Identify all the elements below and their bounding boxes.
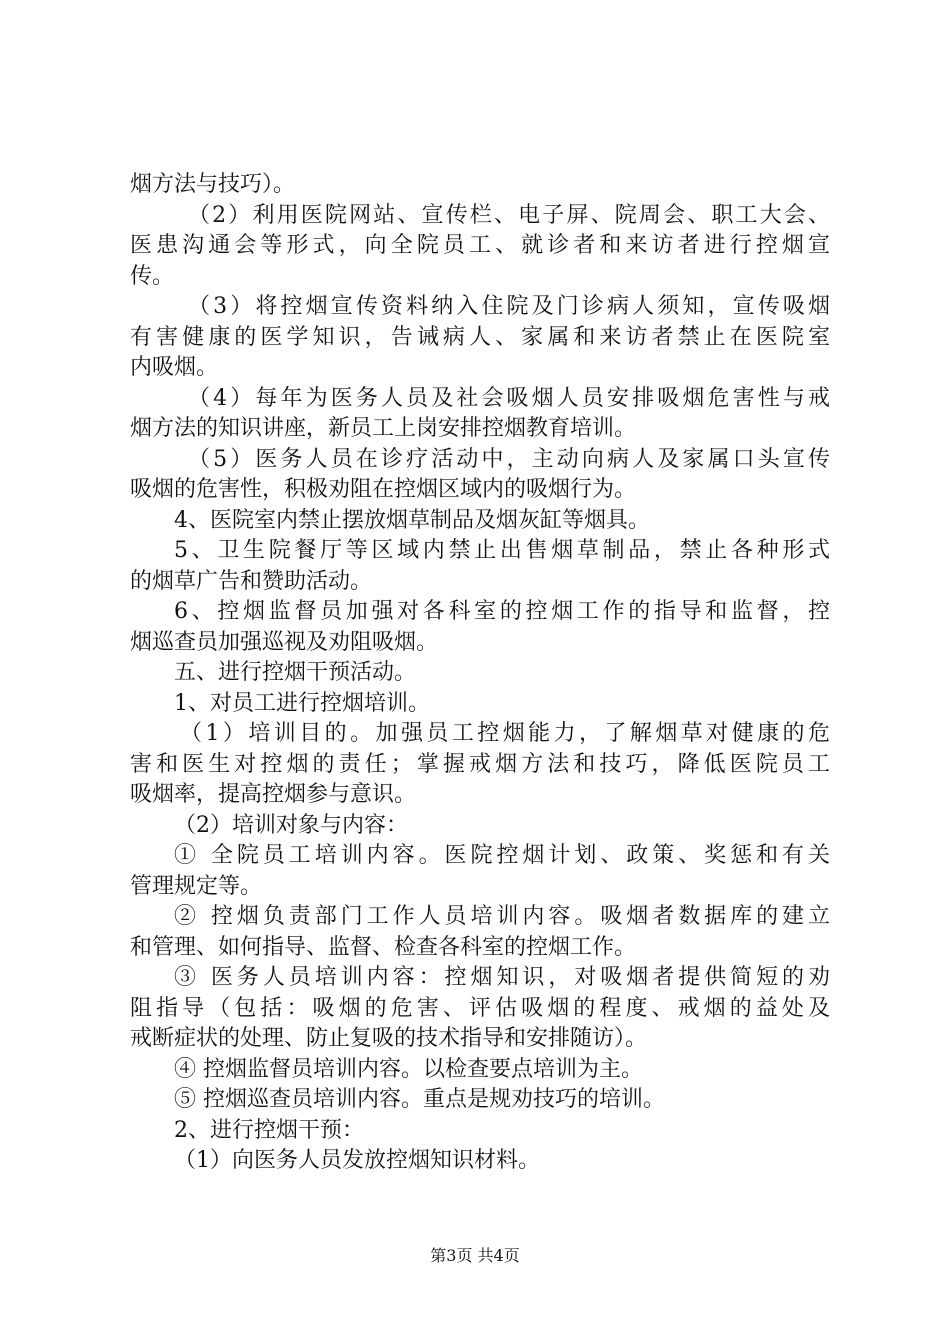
text-line: 吸烟率，提高控烟参与意识。	[130, 782, 417, 807]
text-line: ④ 控烟监督员培训内容。以检查要点培训为主。	[174, 1056, 643, 1082]
text-line: 烟方法与技巧）。	[130, 172, 296, 197]
text-line: ⑤ 控烟巡查员培训内容。重点是规劝技巧的培训。	[174, 1087, 665, 1112]
document-body	[130, 170, 830, 1177]
text-line: 烟巡查员加强巡视及劝阻吸烟。	[130, 629, 439, 655]
text-line: 戒断症状的处理、防止复吸的技术指导和安排随访）。	[130, 1026, 648, 1051]
text-line: 吸烟的危害性，积极劝阻在控烟区域内的吸烟行为。	[130, 477, 637, 502]
text-line: 五、进行控烟干预活动。	[174, 660, 417, 685]
page-number-footer: 第3页 共4页	[430, 1246, 520, 1265]
text-line: （1）培训目的。加强员工控烟能力，了解烟草对健康的危	[180, 721, 830, 746]
text-line: 4、医院室内禁止摆放烟草制品及烟灰缸等烟具。	[174, 507, 650, 533]
text-line: 和管理、如何指导、监督、检查各科室的控烟工作。	[130, 934, 637, 960]
text-line: 烟方法的知识讲座，新员工上岗安排控烟教育培训。	[130, 416, 637, 441]
text-line: 阻指导（包括：吸烟的危害、评估吸烟的程度、戒烟的益处及	[130, 995, 830, 1021]
text-line: 2、进行控烟干预：	[174, 1117, 364, 1143]
text-line: 害和医生对控烟的责任；掌握戒烟方法和技巧，降低医院员工	[130, 751, 830, 777]
text-line: （3）将控烟宣传资料纳入住院及门诊病人须知，宣传吸烟	[188, 294, 830, 319]
text-line: 6、控烟监督员加强对各科室的控烟工作的指导和监督，控	[174, 599, 830, 624]
text-line: 医患沟通会等形式，向全院员工、就诊者和来访者进行控烟宣	[130, 233, 830, 258]
text-line: 的烟草广告和赞助活动。	[130, 568, 373, 594]
text-line: （5）医务人员在诊疗活动中，主动向病人及家属口头宣传	[188, 446, 830, 472]
text-line: 管理规定等。	[130, 873, 263, 899]
text-line: （1）向医务人员发放控烟知识材料。	[174, 1148, 540, 1173]
text-line: 5、卫生院餐厅等区域内禁止出售烟草制品，禁止各种形式	[174, 538, 830, 563]
text-line: ① 全院员工培训内容。医院控烟计划、政策、奖惩和有关	[174, 843, 830, 868]
text-line: ② 控烟负责部门工作人员培训内容。吸烟者数据库的建立	[174, 904, 830, 929]
text-line: （2）培训对象与内容：	[174, 812, 408, 838]
text-line: ③ 医务人员培训内容：控烟知识，对吸烟者提供简短的劝	[174, 965, 830, 990]
text-line: 内吸烟。	[130, 355, 219, 380]
text-line: （2）利用医院网站、宣传栏、电子屏、院周会、职工大会、	[188, 202, 830, 228]
text-line: 传。	[130, 263, 175, 289]
text-line: （4）每年为医务人员及社会吸烟人员安排吸烟危害性与戒	[188, 385, 830, 411]
text-line: 有害健康的医学知识，告诫病人、家属和来访者禁止在医院室	[130, 324, 830, 350]
text-line: 1、对员工进行控烟培训。	[174, 690, 430, 716]
